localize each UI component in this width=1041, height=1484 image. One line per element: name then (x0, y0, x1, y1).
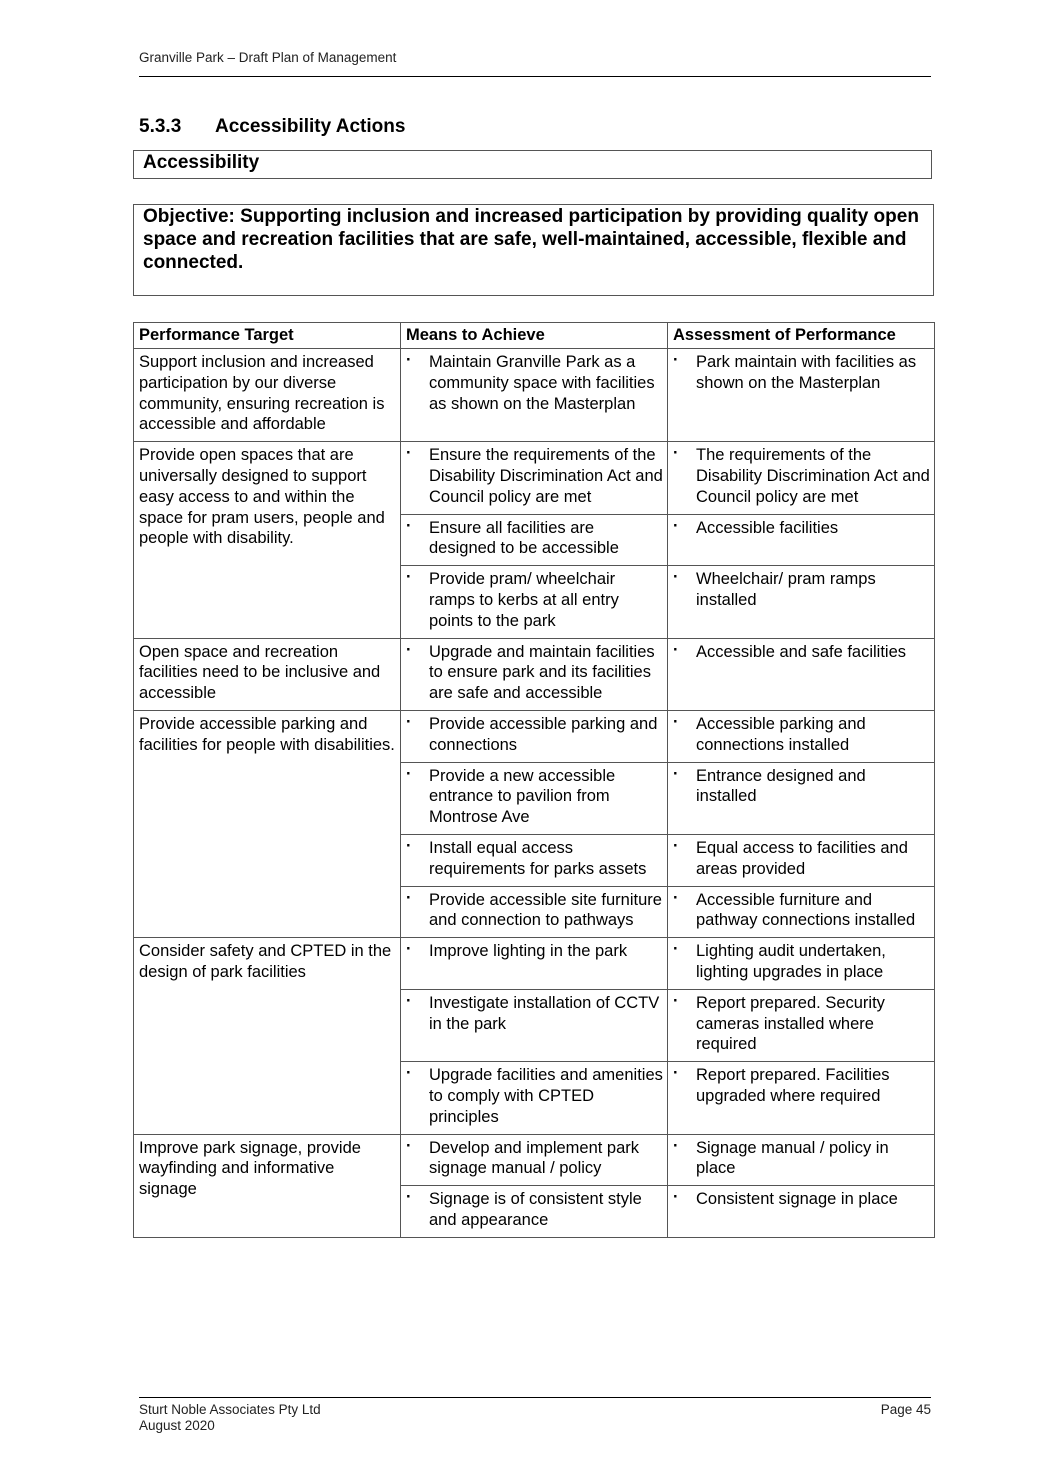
assessment-text: · Report prepared. Security cameras installed where required (673, 993, 930, 1055)
assessment-cell (668, 638, 935, 710)
table-header-row (134, 323, 935, 349)
assessment-text: · Entrance designed and installed (673, 766, 930, 808)
means-text: · Develop and implement park signage manual / policy (406, 1138, 663, 1180)
means-cell (401, 886, 668, 938)
performance-target-cell: Consider safety and CPTED in the design of park facilities (134, 938, 401, 1134)
means-cell (401, 442, 668, 514)
objective-box: Objective: Supporting inclusion and increased participation by providing quality open space and recreation facilities that are safe, well-maintained, accessible, flexible and connected. (133, 204, 934, 296)
assessment-text: · Equal access to facilities and areas provided (673, 838, 930, 880)
means-text: · Improve lighting in the park (406, 941, 663, 962)
means-text: · Install equal access requirements for parks assets (406, 838, 663, 880)
performance-target-cell: Open space and recreation facilities need to be inclusive and accessible (134, 638, 401, 710)
means-text: · Investigate installation of CCTV in the park (406, 993, 663, 1035)
assessment-text: · Accessible facilities (673, 518, 930, 539)
means-text: · Provide accessible site furniture and connection to pathways (406, 890, 663, 932)
section-number: 5.3.3 (139, 116, 182, 137)
table-row (134, 442, 935, 514)
table-row (134, 349, 935, 442)
assessment-cell (668, 349, 935, 442)
table-row (134, 938, 935, 990)
means-text: · Upgrade and maintain facilities to ensure park and its facilities are safe and accessible (406, 642, 663, 704)
means-cell (401, 566, 668, 638)
assessment-text: · Signage manual / policy in place (673, 1138, 930, 1180)
means-cell (401, 834, 668, 886)
performance-target-cell: Provide accessible parking and facilities for people with disabilities. (134, 710, 401, 937)
means-cell (401, 989, 668, 1061)
means-cell (401, 638, 668, 710)
means-cell (401, 514, 668, 566)
means-cell (401, 1186, 668, 1238)
section-title: Accessibility Actions (215, 116, 406, 137)
table-row (134, 1134, 935, 1186)
means-text: · Provide accessible parking and connections (406, 714, 663, 756)
assessment-text: · Park maintain with facilities as shown on the Masterplan (673, 352, 930, 394)
assessment-cell (668, 1062, 935, 1134)
assessment-text: · Consistent signage in place (673, 1189, 930, 1210)
means-cell (401, 762, 668, 834)
performance-target-cell: Support inclusion and increased participation by our diverse community, ensuring recreation is accessible and affordable (134, 349, 401, 442)
means-text: · Ensure the requirements of the Disability Discrimination Act and Council policy are met (406, 445, 663, 507)
assessment-cell (668, 989, 935, 1061)
performance-target-cell: Provide open spaces that are universally designed to support easy access to and within the space for pram users, people and people with disability. (134, 442, 401, 638)
means-cell (401, 710, 668, 762)
performance-target-cell: Improve park signage, provide wayfinding and informative signage (134, 1134, 401, 1237)
footer-date: August 2020 (139, 1418, 215, 1433)
assessment-cell (668, 834, 935, 886)
assessment-text: · The requirements of the Disability Discrimination Act and Council policy are met (673, 445, 930, 507)
assessment-cell (668, 1186, 935, 1238)
table-row (134, 638, 935, 710)
assessment-cell (668, 938, 935, 990)
assessment-text: · Accessible parking and connections installed (673, 714, 930, 756)
assessment-cell (668, 514, 935, 566)
means-cell (401, 938, 668, 990)
means-cell (401, 1134, 668, 1186)
assessment-cell (668, 1134, 935, 1186)
assessment-text: · Wheelchair/ pram ramps installed (673, 569, 930, 611)
page-header-title: Granville Park – Draft Plan of Management (139, 50, 397, 65)
section-heading (139, 116, 405, 138)
means-text: · Upgrade facilities and amenities to comply with CPTED principles (406, 1065, 663, 1127)
footer-left (139, 1402, 321, 1434)
assessment-cell (668, 710, 935, 762)
means-text: · Maintain Granville Park as a community space with facilities as shown on the Masterplan (406, 352, 663, 414)
means-text: · Provide pram/ wheelchair ramps to kerbs at all entry points to the park (406, 569, 663, 631)
means-text: · Ensure all facilities are designed to be accessible (406, 518, 663, 560)
assessment-cell (668, 566, 935, 638)
actions-table (133, 322, 935, 1238)
header-divider (139, 76, 931, 77)
table-row (134, 710, 935, 762)
assessment-text: · Lighting audit undertaken, lighting upgrades in place (673, 941, 930, 983)
column-header-assessment: Assessment of Performance (668, 323, 935, 349)
assessment-cell (668, 442, 935, 514)
means-text: · Provide a new accessible entrance to pavilion from Montrose Ave (406, 766, 663, 828)
footer-company: Sturt Noble Associates Pty Ltd (139, 1402, 321, 1417)
footer-divider (139, 1397, 931, 1398)
column-header-target: Performance Target (134, 323, 401, 349)
assessment-text: · Accessible furniture and pathway connections installed (673, 890, 930, 932)
means-cell (401, 349, 668, 442)
assessment-text: · Accessible and safe facilities (673, 642, 930, 663)
footer-page-number: Page 45 (880, 1402, 931, 1417)
means-cell (401, 1062, 668, 1134)
means-text: · Signage is of consistent style and appearance (406, 1189, 663, 1231)
column-header-means: Means to Achieve (401, 323, 668, 349)
assessment-cell (668, 762, 935, 834)
category-box: Accessibility (133, 150, 932, 179)
assessment-cell (668, 886, 935, 938)
assessment-text: · Report prepared. Facilities upgraded where required (673, 1065, 930, 1107)
